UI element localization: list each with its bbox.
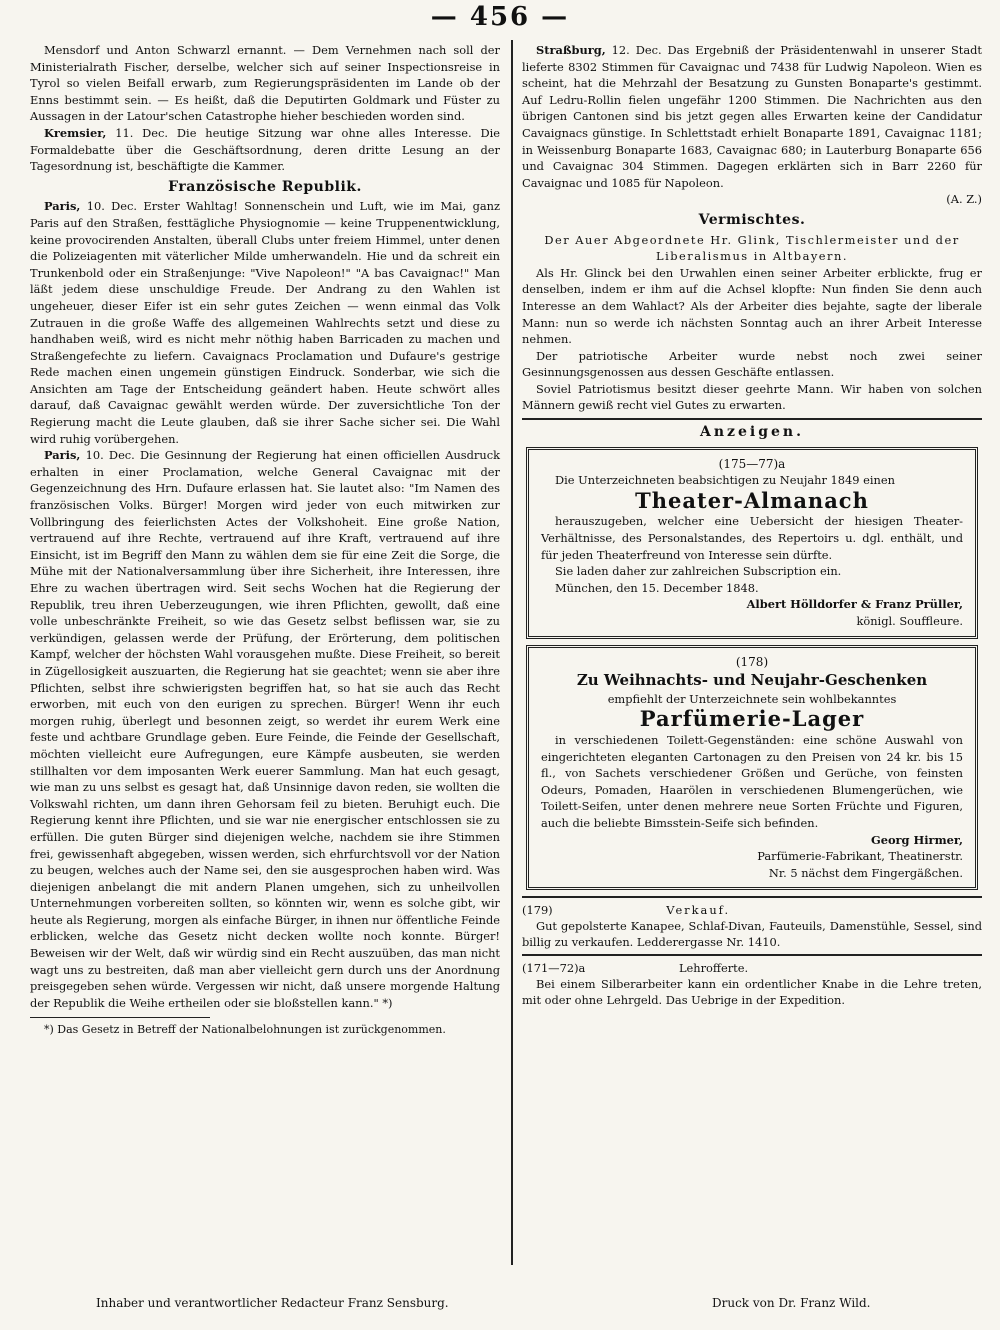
advertisement-verkauf [522,902,982,950]
ad-title-large: Parfümerie-Lager [639,706,865,732]
ad-title: Theater-Almanach [635,487,869,513]
ad-title: Verkauf. [666,903,731,918]
ad-number: (179) [522,903,553,918]
ad-signature: Georg Hirmer, [870,832,963,847]
ad-title: Zu Weihnachts- und Neujahr-Geschenken [576,671,928,690]
dateline-place: Kremsier, [44,125,107,140]
advertisement-lehrofferte [522,960,982,1008]
dateline-place: Paris, [44,199,81,214]
section-heading: Französische Republik. [168,178,362,195]
dateline-place: Straßburg, [536,43,606,57]
dateline-place: Paris, [44,448,81,463]
imprint-printer: Druck von Dr. Franz Wild. [712,1296,871,1310]
article-text [30,125,500,175]
article-subheading: Der Auer Abgeordnete Hr. Glink, Tischlermeister und der Liberalismus in Altbayern. [544,232,960,264]
source-signature: (A. Z.) [946,192,982,207]
right-column [522,42,982,1011]
advertisement-parfuemerie [526,645,978,891]
ad-text: herauszugeben, welcher eine Uebersicht der hiesigen Theater-Verhältnisse, des Personalstandes, des Repertoirs u. dgl. enthält, und für jeden Theaterfreund von Interesse sein dürfte. [541,514,963,562]
section-rule [522,418,982,420]
ad-number: (178) [735,654,769,669]
footnote: *) Das Gesetz in Betreff der Nationalbelohnungen ist zurückgenommen. [44,1023,446,1037]
ad-number: (171—72)a [522,961,586,976]
ad-signature-address: Nr. 5 nächst dem Fingergäßchen. [768,865,963,880]
ad-signature: Albert Hölldorfer & Franz Prüller, [746,597,963,612]
footnote-divider [30,1017,210,1018]
ad-number: (175—77)a [718,456,786,471]
imprint-editor: Inhaber und verantwortlicher Redacteur Franz Sensburg. [96,1296,449,1310]
ad-rule [522,954,982,956]
ad-text: Die Unterzeichneten beabsichtigen zu Neujahr 1849 einen [555,473,895,488]
article-body: 11. Dec. Die heutige Sitzung war ohne alles Interesse. Die Formaldebatte über die Geschäftsordnung, deren dritte Lesung an der Tagesordnung ist, beschäftigte die Kammer. [30,125,500,174]
article-body: 12. Dec. Das Ergebniß der Präsidentenwahl in unserer Stadt lieferte 8302 Stimmen für Cavaignac und 7438 für Ludwig Napoleon. Wien es scheint, hat die Mehrzahl der Besatzung zu Gunsten Bonaparte's gestimmt. Auf Ledru-Rollin fielen ungefähr 1200 Stimmen. Die Nachrichten aus den übrigen Cantonen sind bis jetzt gegen alles Erwarten keine der Candidatur Cavaignacs günstige. In Schlettstadt erhielt Bonaparte 1891, Cavaignac 1181; in Weissenburg Bonaparte 1683, Cavaignac 680; in Lauterburg Bonaparte 656 und Cavaignac 304 Stimmen. Dagegen erklärten sich in Barr 2260 für Cavaignac und 1085 für Napoleon. [522,43,982,190]
left-column [30,42,500,1039]
article-text [30,198,500,447]
ad-title: Lehrofferte. [678,961,749,976]
ad-text: Sie laden daher zur zahlreichen Subscription ein. [555,564,842,579]
article-body: 10. Dec. Erster Wahltag! Sonnenschein und Luft, wie im Mai, ganz Paris auf den Straßen, festtägliche Physiognomie — keine Truppenentwicklung, keine provocirenden Anstalten, überall Clubs unter freiem Himmel, unter denen die Polizeiagenten mit väterlicher Milde umherwandeln. Hie und da schreit ein Trunkenbold oder ein Straßenjunge: "Vive Napoleon!" "A bas Cavaignac!" Man läßt jedem diese unschuldige Freude. Der Andrang zu den Wahlen ist ungeheuer, dieser Eifer ist ein sehr gutes Zeichen — wenn einmal das Volk Zutrauen in die große Waffe des allgemeinen Wahlrechts setzt und diese zu handhaben weiß, wird es nicht mehr nöthig haben Barricaden zu machen und Straßengefechte zu liefern. Cavaignacs Proclamation und Dufaure's gestrige Rede machen einen ungemein günstigen Eindruck. Sonderbar, wie sich die Ansichten am Tage der Entscheidung geändert haben. Heute schwört alles darauf, daß Cavaignac gewählt werden würde. Der zuversichtliche Ton der Regierung macht die Leute glauben, daß sie ihrer Sache sicher sei. Die Wahl wird ruhig vorübergehen. [30,199,500,446]
ad-text: empfiehlt der Unterzeichnete sein wohlbekanntes [607,691,897,706]
column-divider [511,40,513,1265]
ad-text: Gut gepolsterte Kanapee, Schlaf-Divan, Fauteuils, Damenstühle, Sessel, sind billig zu verkaufen. Ledderergasse Nr. 1410. [522,919,982,950]
ad-text: Bei einem Silberarbeiter kann ein ordentlicher Knabe in die Lehre treten, mit oder ohne Lehrgeld. Das Uebrige in der Expedition. [522,977,982,1008]
article-text: Soviel Patriotismus besitzt dieser geehrte Mann. Wir haben von solchen Männern gewiß recht viel Gutes zu erwarten. [522,381,982,413]
ad-rule [522,896,982,898]
ad-signature-title: königl. Souffleure. [856,614,963,628]
page-number: — 456 — [430,2,570,32]
ads-heading: Anzeigen. [700,424,804,441]
article-text [522,42,982,191]
article-text: Als Hr. Glinck bei den Urwahlen einen seiner Arbeiter erblickte, frug er denselben, indem er ihm auf die Achsel klopfte: Nun finden Sie denn auch Interesse an dem Wahlact? Als der Arbeiter dies bejahte, sagte der liberale Mann: nun so werde ich nächsten Sonntag auch an ihrer Arbeit Interesse nehmen. [522,265,982,347]
ad-dateline: München, den 15. December 1848. [555,580,759,595]
ad-text: in verschiedenen Toilett-Gegenständen: eine schöne Auswahl von eingerichteten eleganten Cartonagen zu den Preisen von 24 kr. bis 15 fl., von Sachets verschiedener Größen und Gerüche, von feinsten Odeurs, Pomaden, Haarölen in verschiedenen Blumengerüchen, wie Toilett-Seifen, unter denen mehrere neue Sorten Früchte und Figuren, auch die beliebte Bimsstein-Seife sich befinden. [541,732,963,830]
article-body: 10. Dec. Die Gesinnung der Regierung hat einen officiellen Ausdruck erhalten in einer Proclamation, welche General Cavaignac mit der Gegenzeichnung des Hrn. Dufaure erlassen hat. Sie lautet also: "Im Namen des französischen Volks. Bürger! Morgen wird jeder von euch mitwirken zur Vollbringung des feierlichsten Actes der Volkshoheit. Eine große Nation, vertrauend auf ihre Rechte, vertrauend auf ihre Kraft, vertrauend auf ihre Einsicht, ist im Begriff den Mann zu wählen dem sie für eine Zeit die Sorge, die Mühe mit der Nationalversammlung über ihre Sicherheit, ihre Interessen, ihre Ehre zu wachen übertragen wird. Seit sechs Wochen hat die Regierung der Republik, treu ihren Ueberzeugungen, wie ihren Pflichten, gewollt, daß eine volle unbeschränkte Freiheit, so wie das Gesetz selbst beflissen war, sie zu verkündigen, gelassen werde der Prüfung, der Erörterung, dem politischen Kampf, welcher der höchsten Wahl vorausgehen mußte. Diese Freiheit, so bereit in Zügellosigkeit auszuarten, die Regierung hat sie geachtet; wenn sie aber ihre Pflichten, selbst ihre schwierigsten begriffen hat, so hat sie auch das Recht erworben, mit euch von den eurigen zu sprechen. Bürger! Wenn ihr euch morgen ruhig, überlegt und besonnen zeigt, so werdet ihr eurem Werk eine feste und achtbare Grundlage geben. Eure Feinde, die Feinde der Gesellschaft, möchten vielleicht eure Aufregungen, eure Kämpfe ausbeuten, sie werden stillhalten vor dem imposanten Werk euerer Sammlung. Man hat euch gesagt, wie man zu uns selbst es gesagt hat, daß Unsinnige davon reden, sie wollten die Volkswahl richten, um dann ihren Gehorsam feil zu bieten. Beruhigt euch. Die Regierung kennt ihre Pflichten, und sie war nie energischer entschlossen sie zu erfüllen. Die guten Bürger sind diejenigen welche, nachdem sie ihre Stimmen frei, gewissenhaft abgegeben, wissen werden, sich ehrfurchtsvoll vor der Nation zu beugen, welches auch der Name sei, den sie ausgesprochen haben wird. Was diejenigen anbelangt die mit andern Planen umgehen, sich zu unheilvollen Unternehmungen vorbereiten sollten, so könnten wir, wenn es solche gibt, wir heute als Regierung, morgen als einfache Bürger, in ihnen nur öffentliche Feinde erblicken, welche das Gesetz nicht decken wollte noch konnte. Bürger! Beweisen wir der Welt, daß wir würdig sind ein Recht auszuüben, das man nicht wagt uns zu bestreiten, daß man aber vielleicht gern durch uns der Anordnung preisgegeben sehen würde. Vergessen wir nicht, daß unsere morgende Haltung der Republik die Weihe ertheilen oder sie bloßstellen kann." *) [30,448,500,1010]
ad-signature-title: Parfümerie-Fabrikant, Theatinerstr. [757,849,963,864]
article-text: Der patriotische Arbeiter wurde nebst noch zwei seiner Gesinnungsgenossen aus dessen Geschäfte entlassen. [522,348,982,380]
article-text: Mensdorf und Anton Schwarzl ernannt. — Dem Vernehmen nach soll der Ministerialrath Fischer, derselbe, welcher sich auf seiner Inspectionsreise in Tyrol so vielen Beifall erwarb, zum Regierungspräsidenten im Lande ob der Enns bestimmt sein. — Es heißt, daß die Deputirten Goldmark und Füster zu Aussagen in der Latour'schen Catastrophe hieher beschieden worden sind. [30,43,500,124]
advertisement-theater-almanach [526,447,978,639]
section-heading: Vermischtes. [698,211,806,228]
article-text [30,447,500,1011]
